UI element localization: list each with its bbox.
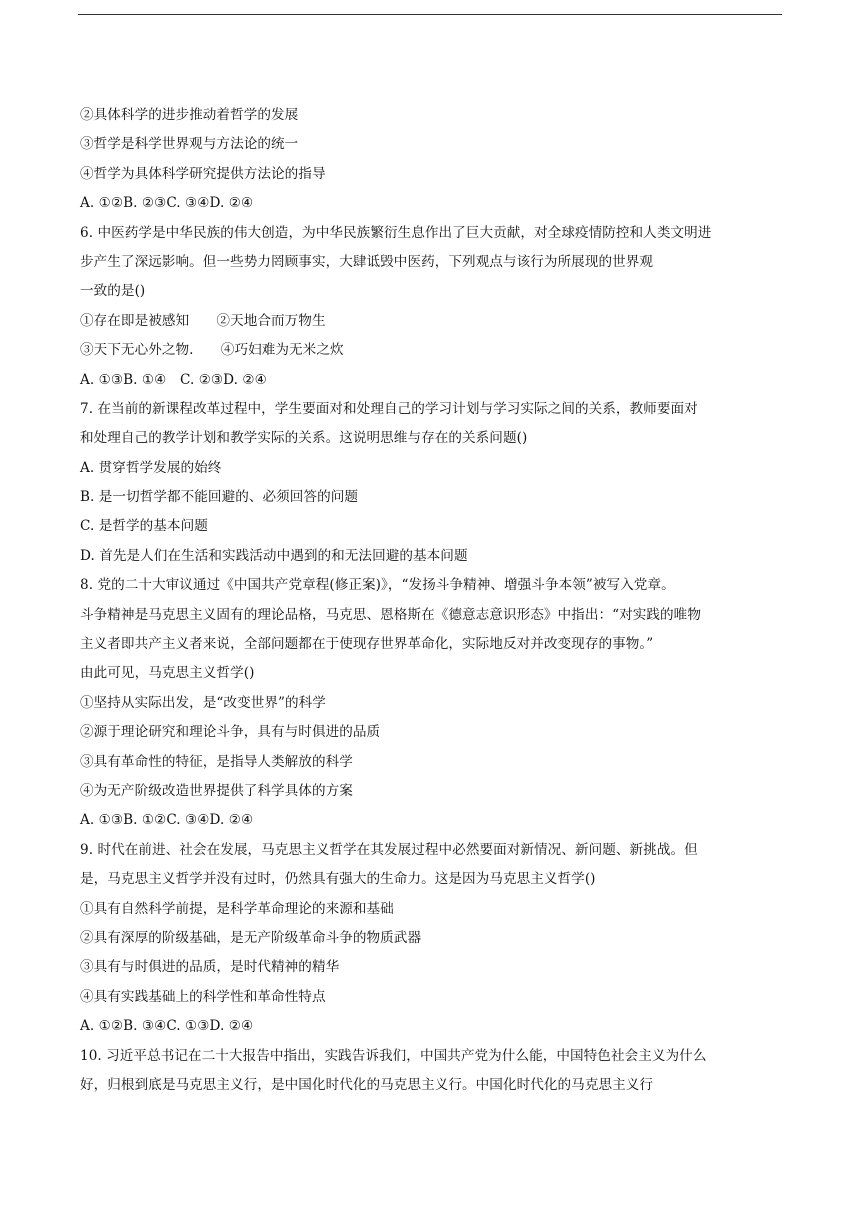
answer-options: A. ①③B. ①④ C. ②③D. ②④ [80, 371, 267, 388]
answer-options: A. ①②B. ③④C. ①③D. ②④ [80, 1018, 254, 1035]
text-line: 斗争精神是马克思主义固有的理论品格，马克思、恩格斯在《德意志意识形态》中指出：“对实践的唯物 [80, 606, 701, 623]
question-10-stem: 10. 习近平总书记在二十大报告中指出，实践告诉我们，中国共产党为什么能，中国特色社会主义为什么 [80, 1047, 707, 1064]
statement: ③具有革命性的特征，是指导人类解放的科学 [80, 753, 353, 770]
statement: ④为无产阶级改造世界提供了科学具体的方案 [80, 782, 353, 799]
text-line: 和处理自己的教学计划和教学实际的关系。这说明思维与存在的关系问题() [80, 430, 528, 447]
statement: ②源于理论研究和理论斗争，具有与时俱进的品质 [80, 724, 381, 741]
statement: ④具有实践基础上的科学性和革命性特点 [80, 988, 326, 1005]
answer-options: A. ①②B. ②③C. ③④D. ②④ [80, 195, 254, 212]
text-line: 步产生了深远影响。但一些势力罔顾事实，大肆诋毁中医药，下列观点与该行为所展现的世界观 [80, 253, 654, 270]
text-line: 好，归根到底是马克思主义行，是中国化时代化的马克思主义行。中国化时代化的马克思主义行 [80, 1076, 654, 1093]
text-line: ④哲学为具体科学研究提供方法论的指导 [80, 165, 326, 182]
header-rule [78, 14, 782, 15]
text-line: 一致的是() [80, 283, 146, 300]
document-body [80, 101, 784, 1100]
question-8-stem: 8. 党的二十大审议通过《中国共产党章程(修正案)》，“发扬斗争精神、增强斗争本领”被写入党章。 [80, 577, 675, 594]
text-line: 是，马克思主义哲学并没有过时，仍然具有强大的生命力。这是因为马克思主义哲学() [80, 871, 596, 888]
text-line: 主义者即共产主义者来说，全部问题都在于使现存世界革命化，实际地反对并改变现存的事物。” [80, 636, 654, 653]
statement: ①坚持从实际出发，是“改变世界”的科学 [80, 694, 326, 711]
statement-pair: ①存在即是被感知 ②天地合而万物生 [80, 312, 326, 329]
text-line: ②具体科学的进步推动着哲学的发展 [80, 107, 299, 123]
option-a: A. 贯穿哲学发展的始终 [80, 459, 222, 476]
option-c: C. 是哲学的基本问题 [80, 518, 208, 535]
statement-pair: ③天下无心外之物. ④巧妇难为无米之炊 [80, 342, 344, 359]
question-6-stem: 6. 中医药学是中华民族的伟大创造，为中华民族繁衍生息作出了巨大贡献，对全球疫情防控和人类文明进 [80, 224, 712, 241]
text-line: 由此可见，马克思主义哲学() [80, 665, 255, 682]
question-9-stem: 9. 时代在前进、社会在发展，马克思主义哲学在其发展过程中必然要面对新情况、新问题、新挑战。但 [80, 841, 698, 858]
question-7-stem: 7. 在当前的新课程改革过程中，学生要面对和处理自己的学习计划与学习实际之间的关系，教师要面对 [80, 400, 698, 417]
option-d: D. 首先是人们在生活和实践活动中遇到的和无法回避的基本问题 [80, 547, 468, 564]
answer-options: A. ①③B. ①②C. ③④D. ②④ [80, 812, 254, 829]
statement: ②具有深厚的阶级基础，是无产阶级革命斗争的物质武器 [80, 929, 422, 946]
text-line: ③哲学是科学世界观与方法论的统一 [80, 136, 299, 153]
statement: ③具有与时俱进的品质，是时代精神的精华 [80, 959, 340, 976]
statement: ①具有自然科学前提，是科学革命理论的来源和基础 [80, 900, 394, 917]
option-b: B. 是一切哲学都不能回避的、必须回答的问题 [80, 489, 359, 506]
